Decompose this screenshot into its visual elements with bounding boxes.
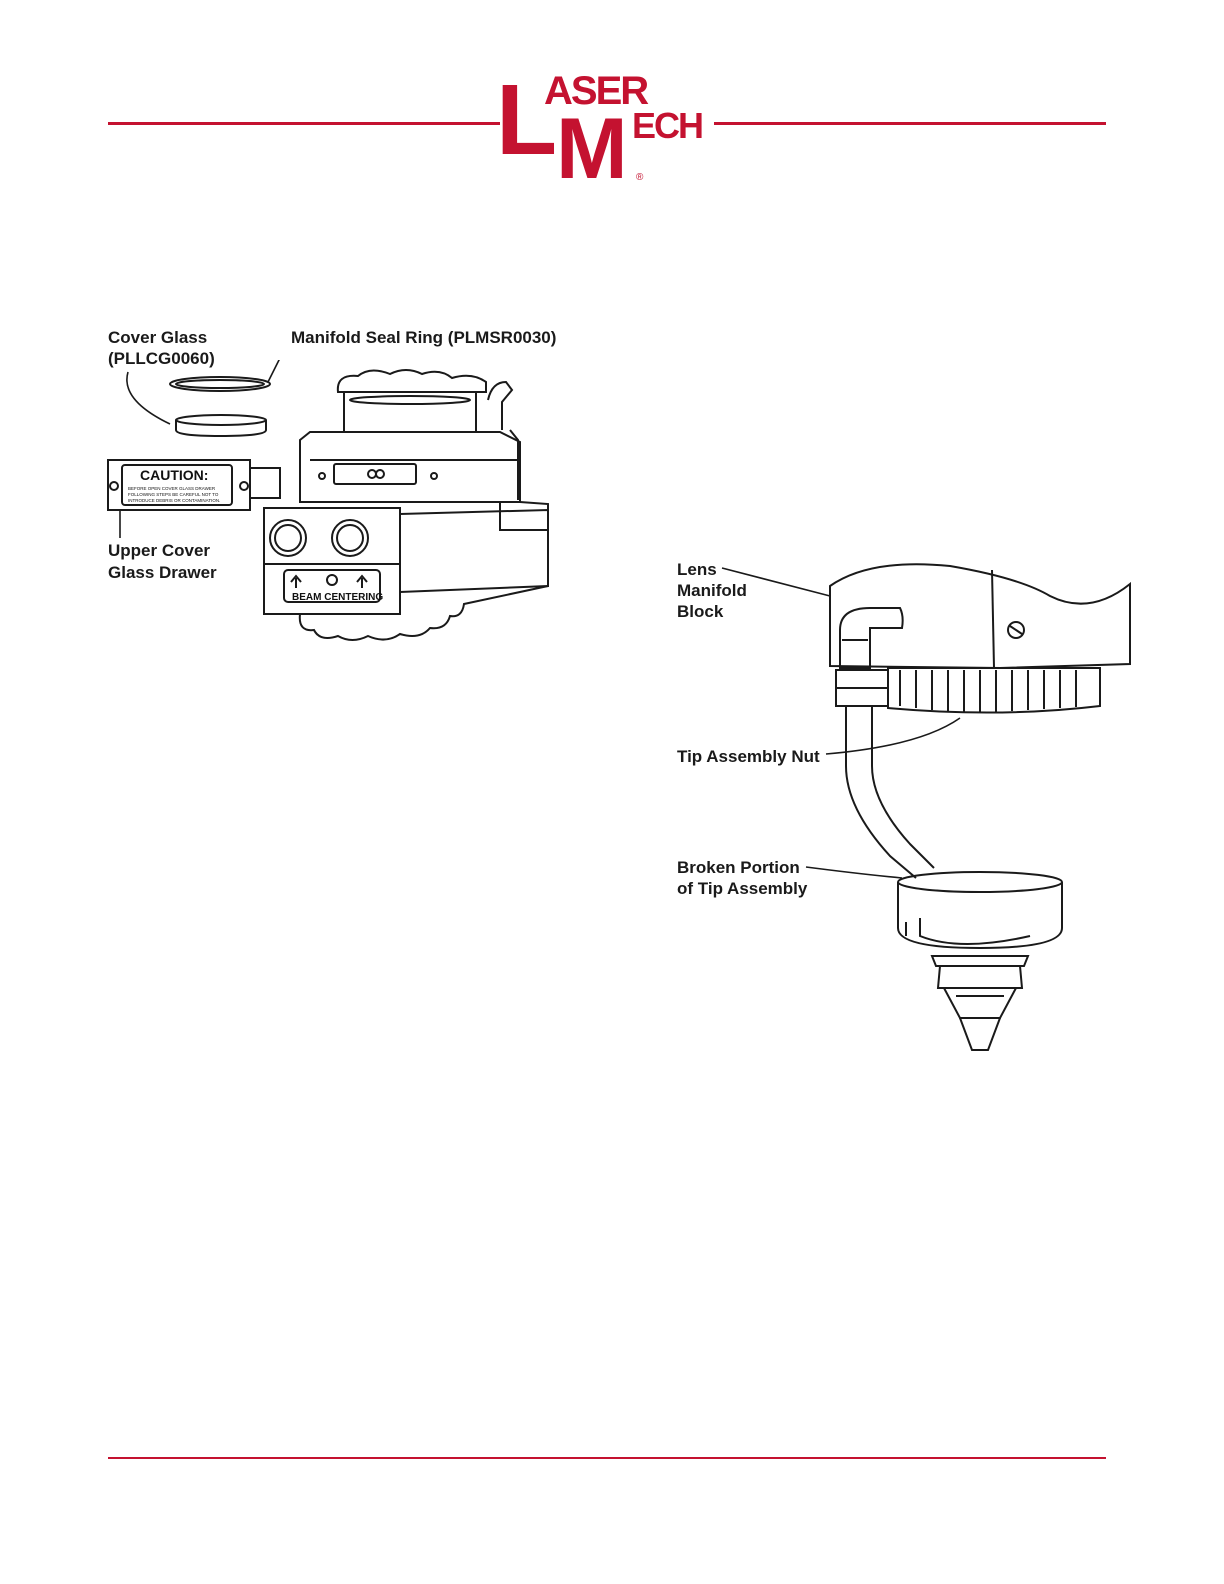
- drawer-caution-text: CAUTION:: [140, 467, 209, 483]
- label-cover-glass: Cover Glass: [108, 328, 208, 347]
- logo-text-top: ASER: [544, 69, 648, 113]
- cover-glass-drawing: [176, 420, 266, 436]
- logo-text-bottom: ECH: [632, 105, 703, 146]
- tip-assembly-illustration: [720, 556, 1140, 1066]
- manifold-block: [300, 432, 548, 530]
- beam-centering-text: BEAM CENTERING: [292, 592, 384, 603]
- drawer-fine-print-3: INTRODUCE DEBRIS OR CONTAMINATION.: [128, 498, 221, 503]
- elbow-fitting: [840, 608, 903, 668]
- label-block: Block: [677, 602, 724, 621]
- label-lens: Lens: [677, 560, 717, 579]
- gas-tube: [846, 706, 916, 878]
- logo-registered: ®: [636, 172, 644, 183]
- header-rule-left: [108, 122, 500, 125]
- drawer-fine-print-2: FOLLOWING STEPS BE CAREFUL NOT TO: [128, 492, 219, 497]
- cable-connector: [488, 382, 512, 430]
- label-broken-portion-1: Broken Portion: [677, 858, 800, 877]
- tip-assembly-nut-drawing: [888, 668, 1100, 713]
- footer-rule: [108, 1457, 1106, 1459]
- drawer-fine-print-1: BEFORE OPEN COVER GLASS DRAWER: [128, 486, 216, 491]
- logo-m: M: [556, 101, 628, 184]
- lens-manifold-block-drawing: [830, 564, 1130, 668]
- label-broken-portion-2: of Tip Assembly: [677, 879, 808, 898]
- label-manifold: Manifold: [677, 581, 747, 600]
- label-upper-cover-drawer-1: Upper Cover: [108, 541, 211, 560]
- broken-tip-drawing: [898, 872, 1062, 1050]
- label-tip-assembly-nut: Tip Assembly Nut: [677, 747, 820, 766]
- cloud-top: [338, 370, 486, 392]
- label-cover-glass-part: (PLLCG0060): [108, 349, 215, 368]
- label-upper-cover-drawer-2: Glass Drawer: [108, 563, 217, 582]
- label-manifold-seal-ring: Manifold Seal Ring (PLMSR0030): [291, 328, 557, 347]
- header-rule-right: [714, 122, 1106, 125]
- logo-l: L: [496, 66, 558, 176]
- lens-head-illustration: [100, 360, 590, 650]
- laser-mech-logo: [496, 66, 716, 184]
